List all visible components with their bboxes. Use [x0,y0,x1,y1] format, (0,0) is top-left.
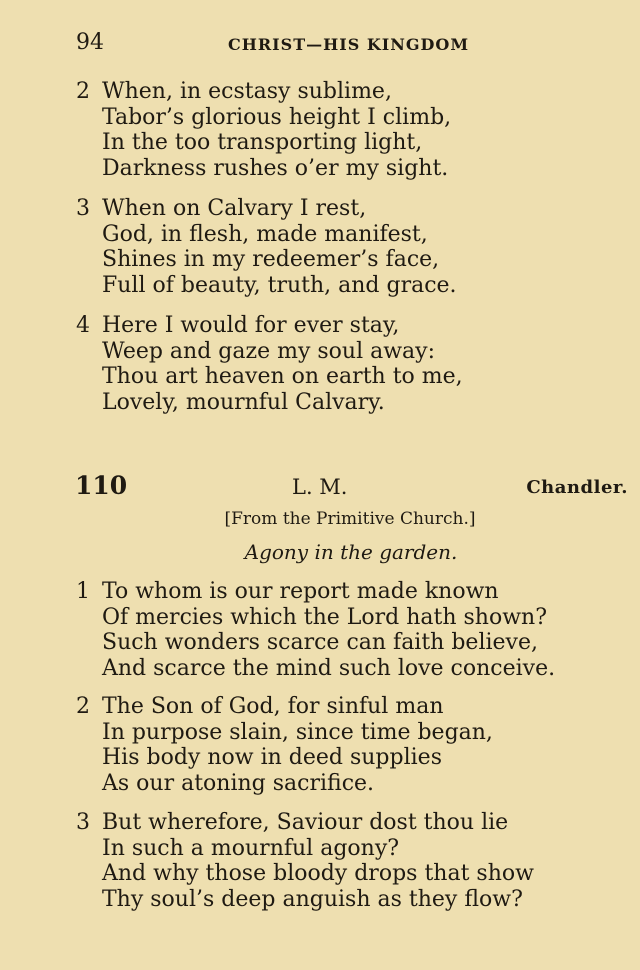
page-number: 94 [76,30,104,55]
hymn-subject: Agony in the garden. [244,540,458,564]
verse [76,313,463,416]
verse [76,196,457,299]
verse-line: As our atoning sacrifice. [102,771,375,797]
verse-number: 3 [76,810,90,835]
verse-line: His body now in deed supplies [102,745,442,771]
verse [76,694,493,797]
verse-line: Thy soul’s deep anguish as they flow? [102,887,523,913]
hymn-composer: Chandler. [526,477,628,498]
verse-line: Darkness rushes o’er my sight. [102,156,449,182]
verse [76,810,534,913]
verse-line: God, in flesh, made manifest, [102,221,428,247]
verse-line: Of mercies which the Lord hath shown? [102,604,548,630]
hymn-number: 110 [75,471,128,500]
hymn-meter: L. M. [292,475,348,499]
verse-line: And scarce the mind such love conceive. [102,656,556,682]
verse-line: In such a mournful agony? [102,835,400,861]
verse-line: And why those bloody drops that show [102,861,534,887]
verse-number: 2 [76,694,90,719]
verse-number: 1 [76,579,90,604]
verse-line: In the too transporting light, [102,130,423,156]
verse-line: Such wonders scarce can faith believe, [102,630,538,656]
verse-number: 2 [76,79,90,104]
verse-line: Here I would for ever stay, [102,313,400,338]
verse-line: Thou art heaven on earth to me, [102,364,463,390]
verse-line: But wherefore, Saviour dost thou lie [102,810,509,835]
running-title: CHRIST—HIS KINGDOM [228,35,470,54]
verse-line: To whom is our report made known [102,579,499,604]
verse-line: Lovely, mournful Calvary. [102,390,385,416]
verse-line: Full of beauty, truth, and grace. [102,273,457,299]
verse-line: The Son of God, for sinful man [102,694,444,719]
verse-line: Tabor’s glorious height I climb, [102,104,452,130]
verse-line: Weep and gaze my soul away: [102,338,436,364]
hymn-source: [From the Primitive Church.] [224,509,476,529]
verse-line: When on Calvary I rest, [102,196,367,221]
verse-number: 3 [76,196,90,221]
verse [76,579,555,682]
verse-line: Shines in my redeemer’s face, [102,247,440,273]
verse-line: When, in ecstasy sublime, [102,79,392,104]
verse-number: 4 [76,313,90,338]
verse [76,79,451,182]
verse-line: In purpose slain, since time began, [102,719,493,745]
